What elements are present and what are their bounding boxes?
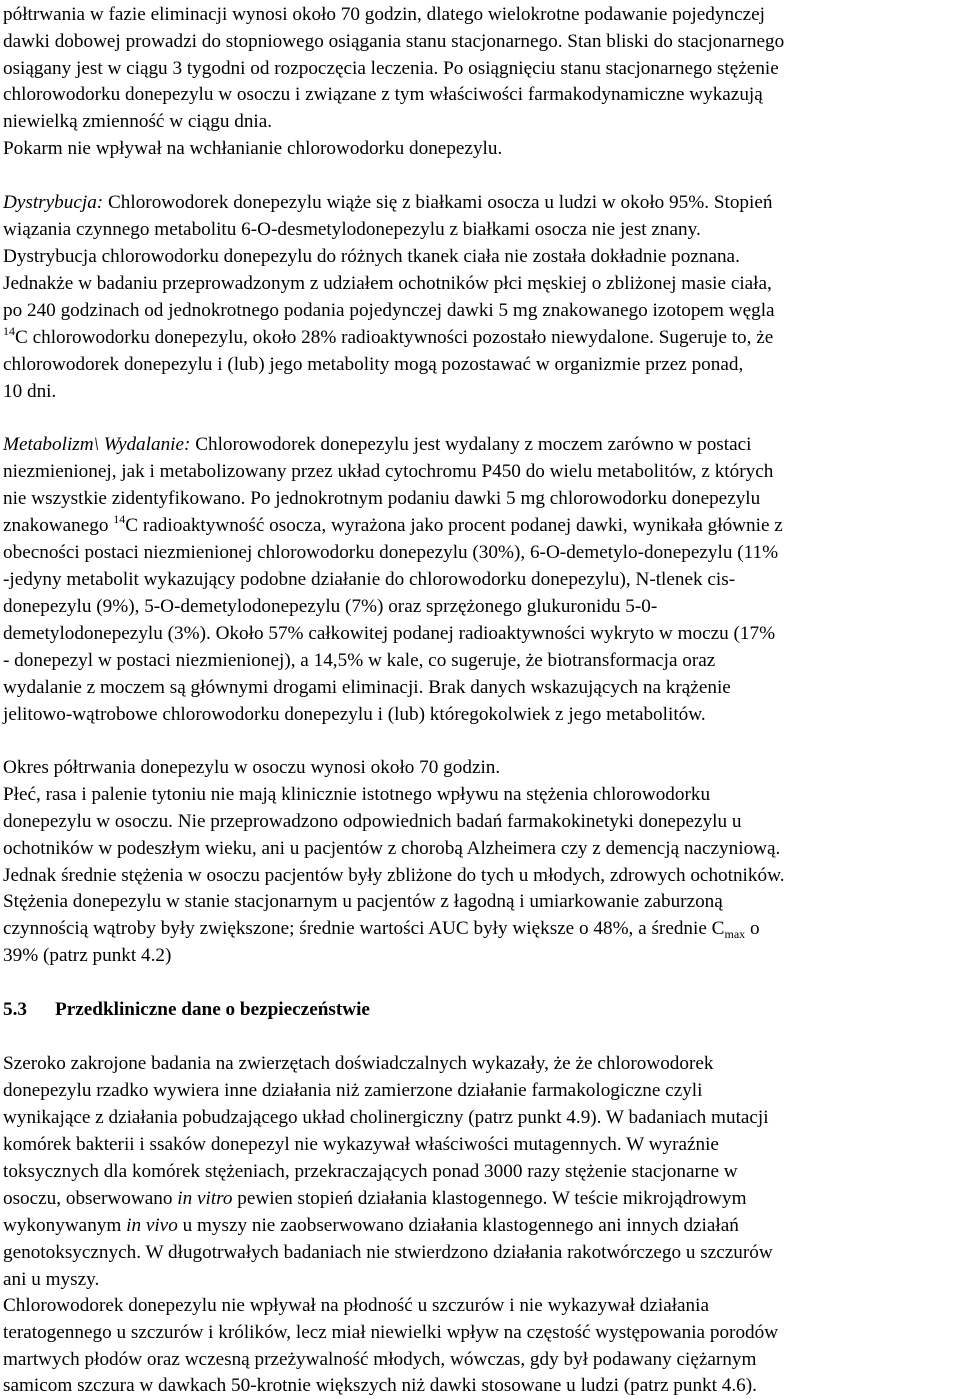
text-line: ochotników w podeszłym wieku, ani u pacjentów z chorobą Alzheimera czy z demencją naczyniową.: [3, 838, 781, 859]
section-heading: [3, 996, 370, 1023]
text-line: Pokarm nie wpływał na wchłanianie chlorowodorku donepezylu.: [3, 138, 503, 159]
latin-term: in vivo: [126, 1215, 178, 1236]
text-line: wiązania czynnego metabolitu 6-O-desmetylodonepezylu z białkami osocza nie jest znany.: [3, 219, 701, 240]
text-line: [3, 431, 751, 458]
text-span: osoczu, obserwowano: [3, 1188, 178, 1209]
text-line: wynikające z działania pobudzającego układ cholinergiczny (patrz punkt 4.9). W badaniach mutacji: [3, 1107, 769, 1128]
text-line: [3, 915, 760, 942]
text-line: teratogennego u szczurów i królików, lecz miał niewielki wpływ na częstość występowania porodów: [3, 1322, 779, 1343]
text-span: pewien stopień działania klastogennego. W teście mikrojądrowym: [232, 1188, 747, 1209]
text-line: genotoksycznych. W długotrwałych badaniach nie stwierdzono działania rakotwórczego u szczurów: [3, 1242, 773, 1263]
text-line: chlorowodorek donepezylu i (lub) jego metabolity mogą pozostawać w organizmie przez ponad,: [3, 354, 744, 375]
text-line: toksycznych dla komórek stężeniach, przekraczających ponad 3000 razy stężenie stacjonarne w: [3, 1161, 738, 1182]
text-line: - donepezyl w postaci niezmienionej), a 14,5% w kale, co sugeruje, że biotransformacja oraz: [3, 650, 716, 671]
term-dystrybucja: Dystrybucja:: [3, 192, 104, 213]
text-line: [3, 1185, 747, 1212]
text-span: o: [745, 918, 760, 939]
text-span: C radioaktywność osocza, wyrażona jako procent podanej dawki, wynikała głównie z: [125, 515, 783, 536]
superscript: 14: [113, 512, 126, 526]
text-line: [3, 512, 783, 539]
superscript: 14: [3, 324, 15, 338]
text-span: C chlorowodorku donepezylu, około 28% radioaktywności pozostało niewydalone. Sugeruje to, że: [15, 327, 774, 348]
text-line: wydalanie z moczem są głównymi drogami eliminacji. Brak danych wskazujących na krążenie: [3, 677, 731, 698]
text-line: osiągany jest w ciągu 3 tygodni od rozpoczęcia leczenia. Po osiągnięciu stanu stacjonarnego stężenie: [3, 58, 779, 79]
text-line: nie wszystkie zidentyfikowano. Po jednokrotnym podaniu dawki 5 mg chlorowodorku donepezylu: [3, 488, 761, 509]
text-line: -jedyny metabolit wykazujący podobne działanie do chlorowodorku donepezylu), N-tlenek cis-: [3, 569, 736, 590]
text-line: chlorowodorku donepezylu w osoczu i związane z tym właściwości farmakodynamiczne wykazują: [3, 84, 763, 105]
text-line: Stężenia donepezylu w stanie stacjonarnym u pacjentów z łagodną i umiarkowanie zaburzoną: [3, 891, 723, 912]
text-line: obecności postaci niezmienionej chlorowodorku donepezylu (30%), 6-O-demetylo-donepezylu (11%: [3, 542, 779, 563]
latin-term: in vitro: [177, 1188, 233, 1209]
term-metabolizm: Metabolizm\ Wydalanie:: [3, 434, 191, 455]
text-line: [3, 1212, 739, 1239]
text-line: 10 dni.: [3, 381, 57, 402]
text-span: u myszy nie zaobserwowano działania klastogennego ani innych działań: [177, 1215, 739, 1236]
text-line: [3, 324, 773, 351]
text-line: [3, 189, 772, 216]
section-title: Przedkliniczne dane o bezpieczeństwie: [55, 999, 370, 1020]
text-line: jelitowo-wątrobowe chlorowodorku donepezylu i (lub) któregokolwiek z jego metabolitów.: [3, 704, 706, 725]
text-line: donepezylu (9%), 5-O-demetylodonepezylu (7%) oraz sprzężonego glukuronidu 5-0-: [3, 596, 658, 617]
text-line: demetylodonepezylu (3%). Około 57% całkowitej podanej radioaktywności wykryto w moczu (17%: [3, 623, 776, 644]
text-line: Jednakże w badaniu przeprowadzonym z udziałem ochotników płci męskiej o zbliżonej masie ciała,: [3, 273, 772, 294]
text-span: czynnością wątroby były zwiększone; średnie wartości AUC były większe o 48%, a średnie C: [3, 918, 725, 939]
text-span: znakowanego: [3, 515, 114, 536]
text-line: półtrwania w fazie eliminacji wynosi około 70 godzin, dlatego wielokrotne podawanie pojedynczej: [3, 4, 765, 25]
text-line: Płeć, rasa i palenie tytoniu nie mają klinicznie istotnego wpływu na stężenia chlorowodorku: [3, 784, 711, 805]
text-line: ani u myszy.: [3, 1269, 100, 1290]
text-span: Chlorowodorek donepezylu jest wydalany z moczem zarówno w postaci: [190, 434, 752, 455]
text-line: niewielką zmienność w ciągu dnia.: [3, 111, 273, 132]
text-line: Okres półtrwania donepezylu w osoczu wynosi około 70 godzin.: [3, 757, 501, 778]
text-line: donepezylu rzadko wywiera inne działania niż zamierzone działanie farmakologiczne czyli: [3, 1080, 703, 1101]
text-line: donepezylu w osoczu. Nie przeprowadzono odpowiednich badań farmakokinetyki donepezylu u: [3, 811, 742, 832]
text-line: Szeroko zakrojone badania na zwierzętach doświadczalnych wykazały, że że chlorowodorek: [3, 1053, 714, 1074]
text-line: 39% (patrz punkt 4.2): [3, 945, 172, 966]
text-line: Dystrybucja chlorowodorku donepezylu do różnych tkanek ciała nie została dokładnie poznana.: [3, 246, 740, 267]
text-span: wykonywanym: [3, 1215, 127, 1236]
text-line: martwych płodów oraz wczesną przeżywalność młodych, wówczas, gdy był podawany ciężarnym: [3, 1349, 757, 1370]
text-span: Chlorowodorek donepezylu wiąże się z białkami osocza u ludzi w około 95%. Stopień: [103, 192, 773, 213]
subscript: max: [724, 927, 746, 941]
text-line: samicom szczura w dawkach 50-krotnie większych niż dawki stosowane u ludzi (patrz punkt 4.6).: [3, 1375, 757, 1396]
text-line: po 240 godzinach od jednokrotnego podania pojedynczej dawki 5 mg znakowanego izotopem węgla: [3, 300, 775, 321]
text-line: komórek bakterii i ssaków donepezyl nie wykazywał właściwości mutagennych. W wyraźnie: [3, 1134, 719, 1155]
text-line: Chlorowodorek donepezylu nie wpływał na płodność u szczurów i nie wykazywał działania: [3, 1295, 709, 1316]
text-line: Jednak średnie stężenia w osoczu pacjentów były zbliżone do tych u młodych, zdrowych ochotników.: [3, 865, 785, 886]
section-number: 5.3: [3, 999, 27, 1020]
text-line: niezmienionej, jak i metabolizowany przez układ cytochromu P450 do wielu metabolitów, z których: [3, 461, 774, 482]
text-line: dawki dobowej prowadzi do stopniowego osiągania stanu stacjonarnego. Stan bliski do stacjonarnego: [3, 31, 785, 52]
